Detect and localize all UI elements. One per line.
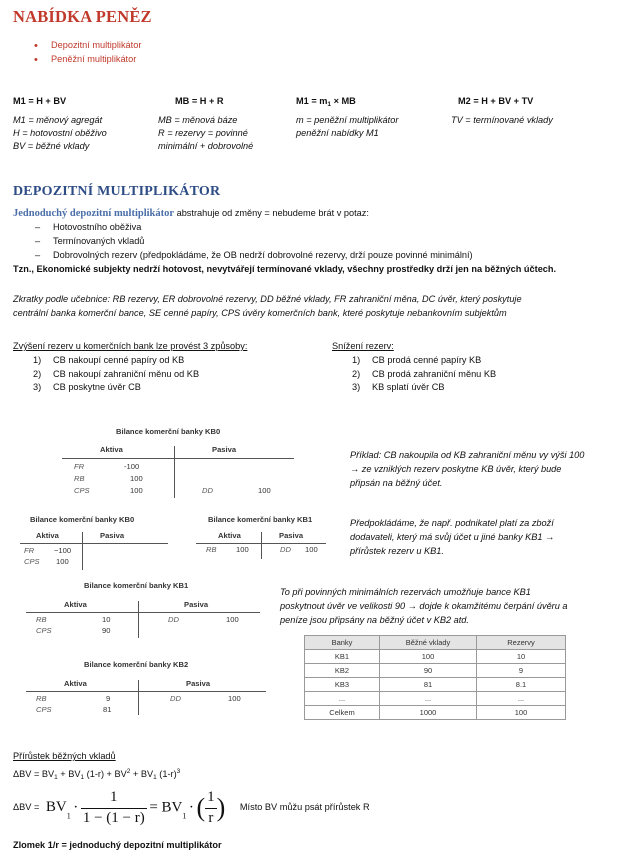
definition-block-m2 <box>451 114 553 127</box>
pasiva-header: Pasiva <box>212 445 237 454</box>
aktiva-header: Aktiva <box>64 600 87 609</box>
row-value: -100 <box>124 462 140 471</box>
definition-line: m = peněžní multiplikátor <box>296 115 399 125</box>
note-line: dodavateli, který má svůj účet u jiné banky KB1 → <box>350 532 555 542</box>
intro-text: abstrahuje od změny = nebudeme brát v potaz: <box>174 208 369 218</box>
aktiva-header: Aktiva <box>64 679 87 688</box>
row-value: 100 <box>130 486 143 495</box>
decrease-title: Snížení rezerv: <box>332 341 394 351</box>
table-row: ... ... ... <box>305 692 566 706</box>
dash-list <box>13 222 473 264</box>
row-value: 100 <box>228 694 241 703</box>
row-value: 100 <box>305 545 318 554</box>
note-line: připsán na běžný účet. <box>350 478 443 488</box>
row-value: 90 <box>102 626 111 635</box>
abbr-line: centrální banka komerční bance, SE cenné papíry, CPS úvěry komerčních bank, které poskytuje nebankovním subjektům <box>13 308 507 318</box>
formula-mb: MB = H + R <box>175 96 224 106</box>
definition-block-m1 <box>13 114 107 153</box>
definition-line: TV = termínované vklady <box>451 115 553 125</box>
decrease-item: 1) CB prodá cenné papíry KB <box>352 355 482 365</box>
table-row: KB2 90 9 <box>305 664 566 678</box>
formula-m1-multiplier: $M1 = m_1$ × MB <box>296 96 356 108</box>
topic-bullet-list <box>32 40 141 68</box>
column-header: Rezervy <box>477 636 566 650</box>
decrease-item: 2) CB prodá zahraniční měnu KB <box>352 368 497 379</box>
row-label: DD <box>280 545 291 554</box>
row-label: RB <box>206 545 217 554</box>
balance-title: Bilance komerční banky KB0 <box>30 515 135 524</box>
dash-item: – Termínovaných vkladů <box>13 236 473 250</box>
row-value: 9 <box>106 694 111 703</box>
abbreviations-note <box>13 292 522 320</box>
balance-title: Bilance komerční banky KB1 <box>208 515 313 524</box>
row-label: FR <box>74 462 85 471</box>
balance-sheet-kb0-first <box>62 427 294 499</box>
table-row: KB3 81 8.1 <box>305 678 566 692</box>
note-line: To při povinných minimálních rezervách umožňuje bance KB1 <box>280 587 531 597</box>
row-value: 100 <box>236 545 249 554</box>
column-header: Běžné vklady <box>380 636 477 650</box>
note-line: poskytnout úvěr ve velikosti 90 → dojde k okamžitému čerpání úvěru a <box>280 601 568 611</box>
definition-block-m <box>296 114 398 140</box>
balance-title: Bilance komerční banky KB0 <box>116 427 221 436</box>
section-heading: DEPOZITNÍ MULTIPLIKÁTOR <box>13 184 221 199</box>
row-label: DD <box>168 615 179 624</box>
formula-note: Místo BV můžu psát přírůstek R <box>239 802 370 813</box>
minimal-reserve-note <box>280 585 568 627</box>
definition-block-mb <box>158 114 253 153</box>
row-label: CPS <box>24 557 40 566</box>
formula-m1: M1 = H + BV <box>13 96 67 106</box>
increase-item: 3) CB poskytne úvěr CB <box>33 382 141 392</box>
row-label: RB <box>36 615 47 624</box>
definition-line: MB = měnová báze <box>158 115 238 125</box>
table-header-row <box>305 636 566 650</box>
row-label: DD <box>202 486 213 495</box>
row-label: DD <box>170 694 181 703</box>
increase-item: 2) CB nakoupí zahraniční měnu od KB <box>33 368 200 379</box>
bullet-item: • Depozitní multiplikátor <box>32 40 141 54</box>
assumption-note <box>350 516 554 558</box>
pasiva-header: Pasiva <box>186 679 211 688</box>
increase-list <box>13 355 199 396</box>
example-note <box>350 448 584 490</box>
bullet-item: • Peněžní multiplikátor <box>32 54 141 68</box>
table-row: KB1 100 10 <box>305 650 566 664</box>
increase-title: Zvýšení rezerv u komerčních bank lze provést 3 způsoby: <box>13 341 248 351</box>
balance-sheet-kb1-first <box>196 515 326 560</box>
dash-item: – Dobrovolných rezerv (předpokládáme, že OB nedrží dobrovolné rezervy, drží pouze povinné minimální) <box>13 250 473 264</box>
definition-line: BV = běžné vklady <box>13 141 90 151</box>
row-value: −100 <box>54 546 72 555</box>
abbr-line: Zkratky podle učebnice: RB rezervy, ER dobrovolné rezervy, DD běžné vklady, FR zahraniční měna, DC úvěr, který poskytuje <box>13 294 522 304</box>
page-title: NABÍDKA PENĚZ <box>13 7 152 26</box>
row-label: FR <box>24 546 35 555</box>
definition-line: H = hotovostní oběživo <box>13 128 107 138</box>
row-value: 100 <box>56 557 69 566</box>
tzn-statement: Tzn., Ekonomické subjekty nedrží hotovost, nevytvářejí termínované vklady, všechny prostředky drží jen na běžných účtech. <box>13 264 557 274</box>
row-label: RB <box>36 694 47 703</box>
balance-sheet-kb1-second <box>26 581 260 639</box>
balance-sheet-kb2 <box>26 660 266 716</box>
pasiva-header: Pasiva <box>100 531 125 540</box>
banks-deposits-table <box>304 635 566 720</box>
definition-line: R = rezervy = povinné <box>158 128 248 138</box>
intro-term: Jednoduchý depozitní multiplikátor <box>13 208 175 219</box>
conclusion: Zlomek 1/r = jednoduchý depozitní multiplikátor <box>13 840 222 850</box>
formula-m2: M2 = H + BV + TV <box>458 96 534 106</box>
row-value: 100 <box>226 615 239 624</box>
aktiva-header: Aktiva <box>218 531 241 540</box>
fraction: $\frac{1}{1 - (1 - r)}$ <box>82 789 145 826</box>
table-row: Celkem 1000 100 <box>305 706 566 720</box>
pasiva-header: Pasiva <box>184 600 209 609</box>
row-value: 100 <box>130 474 143 483</box>
note-line: Předpokládáme, že např. podnikatel platí za zboží <box>350 518 554 528</box>
note-line: peníze jsou připsány na běžný účet v KB2 atd. <box>280 615 469 625</box>
note-line: přírůstek rezerv u KB1. <box>350 546 444 556</box>
dash-item: – Hotovostního oběživa <box>13 222 473 236</box>
row-label: RB <box>74 474 85 483</box>
row-label: CPS <box>36 626 52 635</box>
row-value: 100 <box>258 486 271 495</box>
row-value: 81 <box>103 705 112 714</box>
balance-title: Bilance komerční banky KB2 <box>84 660 189 669</box>
aktiva-header: Aktiva <box>100 445 123 454</box>
definition-line: peněžní nabídky M1 <box>296 128 379 138</box>
fraction: $\frac{1}{r}$ <box>207 789 215 826</box>
multiplier-formula: ΔBV = BV1 · $\frac{1}{1 - (1 - r)}$ = BV1 · ( $\frac{1}{r}$ ) Místo BV můžu psát přírůstek R <box>13 788 370 828</box>
column-header: Banky <box>305 636 380 650</box>
aktiva-header: Aktiva <box>36 531 59 540</box>
definition-line: minimální + dobrovolné <box>158 141 254 151</box>
balance-sheet-kb0-second <box>20 515 168 571</box>
growth-series-formula: $\Delta BV = BV_1 + BV_1$ $(1-r) + BV^2 + BV_1$ $(1-r)^3$ <box>13 768 181 781</box>
decrease-item: 3) KB splatí úvěr CB <box>352 382 445 392</box>
row-value: 10 <box>102 615 111 624</box>
pasiva-header: Pasiva <box>279 531 304 540</box>
row-label: CPS <box>36 705 52 714</box>
definition-line: M1 = měnový agregát <box>13 115 103 125</box>
note-line: Příklad: CB nakoupila od KB zahraniční měnu vy výši 100 <box>350 450 585 460</box>
growth-title: Přírůstek běžných vkladů <box>13 751 116 761</box>
increase-item: 1) CB nakoupí cenné papíry od KB <box>33 355 185 365</box>
decrease-list <box>332 355 496 396</box>
balance-title: Bilance komerční banky KB1 <box>84 581 189 590</box>
section-intro <box>13 207 369 221</box>
note-line: → ze vzniklých rezerv poskytne KB úvěr, který bude <box>350 464 562 474</box>
row-label: CPS <box>74 486 90 495</box>
